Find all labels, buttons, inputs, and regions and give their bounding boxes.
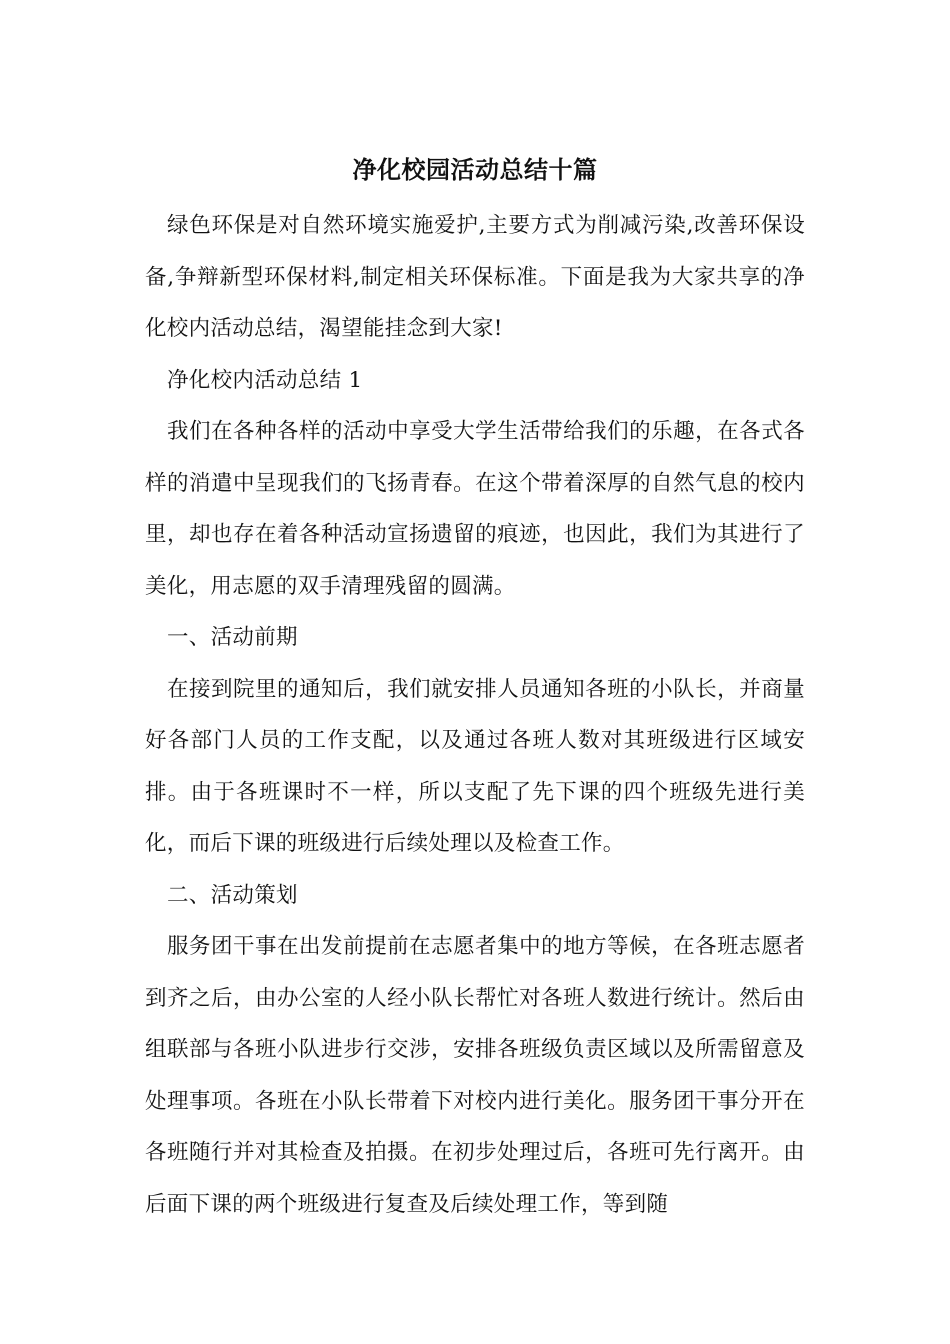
subheading-activity-early-stage: 一、活动前期 <box>167 625 298 650</box>
early-stage-paragraph: 在接到院里的通知后，我们就安排人员通知各班的小队长，并商量 好各部门人员的工作支配，以及通过各班人数对其班级进行区域安排。由于各班课时不一样，所以支配了先下课的四个班级先进行美化，而后下课的班级进行后续处理以及检查工作。 <box>145 676 805 856</box>
subheading-activity-planning: 二、活动策划 <box>167 882 298 908</box>
section-1-heading: 净化校内活动总结 1 <box>167 367 363 393</box>
document-title: 净化校园活动总结十篇 <box>352 156 598 184</box>
planning-paragraph: 服务团干事在出发前提前在志愿者集中的地方等候，在各班志愿者到齐之后，由办公室的人经小队长帮忙对各班人数进行统计。然后由组联部与各班小队进步行交涉，安排各班级负责区域以及所需留意及处理事项。各班在小队长带着下对校内进行美化。服务团干事分开在各班随行并对其检查及拍摄。在初步处理过后，各班可先行离开。由后面下课的两个班级进行复查及后续处理工作，等到随 <box>145 934 805 1217</box>
section-1-paragraph: 我们在各种各样的活动中享受大学生活带给我们的乐趣，在各式各样的消遣中呈现我们的飞扬青春。在这个带着深厚的自然气息的校内里，却也存在着各种活动宣扬遗留的痕迹，也因此，我们为其进行了美化，用志愿的双手清理残留的圆满。 <box>145 419 805 599</box>
intro-paragraph: 绿色环保是对自然环境实施爱护,主要方式为削减污染,改善环保设备,争辩新型环保材料,制定相关环保标准。下面是我为大家共享的净化校内活动总结，渴望能挂念到大家! <box>145 213 805 341</box>
document-body <box>145 148 805 1230</box>
